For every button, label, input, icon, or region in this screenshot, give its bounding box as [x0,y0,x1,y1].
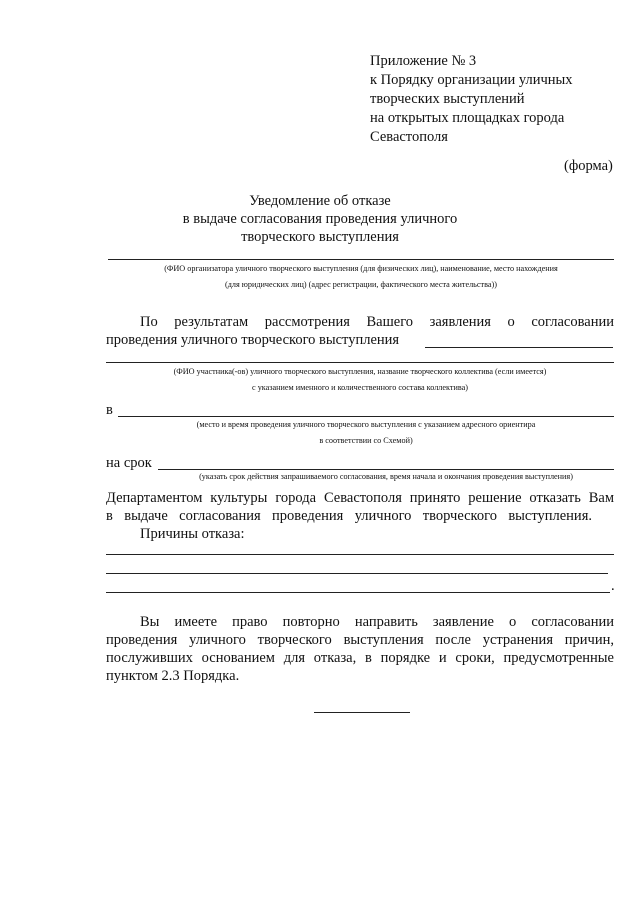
reasons-label: Причины отказа: [140,526,245,542]
decision-line-2: в выдаче согласования проведения уличного творческого выступления. [106,508,592,524]
para2-line-3: послуживших основанием для отказа, в порядке и сроки, предусмотренные [106,650,614,666]
para1-line-1: По результатам рассмотрения Вашего заявления о согласовании [140,314,614,330]
end-dot: . [611,578,615,594]
attachment-ref-line-3: на открытых площадках города [370,110,565,126]
para2-line-4: пунктом 2.3 Порядка. [106,668,240,684]
applicant-fill-line [108,259,614,260]
participants-caption-line-1: (ФИО участника(-ов) уличного творческого выступления, название творческого коллектива (если имеется) [173,367,547,376]
participants-caption-line-2: с указанием именного и количественного состава коллектива) [252,383,468,392]
in-label: в [106,402,113,418]
applicant-caption-line-2: (для юридических лиц) (адрес регистрации, фактического места жительства)) [225,280,497,289]
form-label: (форма) [564,158,613,174]
para2-line-1: Вы имеете право повторно направить заявление о согласовании [140,614,614,630]
term-caption: (указать срок действия запрашиваемого согласования, время начала и окончания проведения выступления) [199,472,573,481]
reasons-fill-line-2 [106,573,608,574]
participants-fill-line [106,362,614,363]
doc-title-line-1: Уведомление об отказе [249,193,391,209]
decision-line-1: Департаментом культуры города Севастополя принято решение отказать Вам [106,490,614,506]
place-caption-line-2: в соответствии со Схемой) [319,436,413,445]
closing-separator [314,712,410,713]
attachment-ref-line-2: творческих выступлений [370,91,525,107]
place-caption-line-1: (место и время проведения уличного творческого выступления с указанием адресного ориентира [196,420,536,429]
place-fill-line [118,416,614,417]
para2-line-2: проведения уличного творческого выступления после устранения причин, [106,632,614,648]
application-fill-line [425,347,613,348]
attachment-ref-line-1: к Порядку организации уличных [370,72,573,88]
para1-line-2: проведения уличного творческого выступления [106,332,400,348]
doc-title-line-2: в выдаче согласования проведения уличного [182,211,458,227]
attachment-number: Приложение № 3 [370,53,477,69]
applicant-caption-line-1: (ФИО организатора уличного творческого выступления (для физических лиц), наименование, место нахождения [164,264,558,273]
term-label: на срок [106,455,152,471]
reasons-fill-line-3 [106,592,610,593]
term-fill-line [158,469,614,470]
attachment-ref-line-4: Севастополя [370,129,448,145]
doc-title-line-3: творческого выступления [241,229,399,245]
reasons-fill-line-1 [106,554,614,555]
